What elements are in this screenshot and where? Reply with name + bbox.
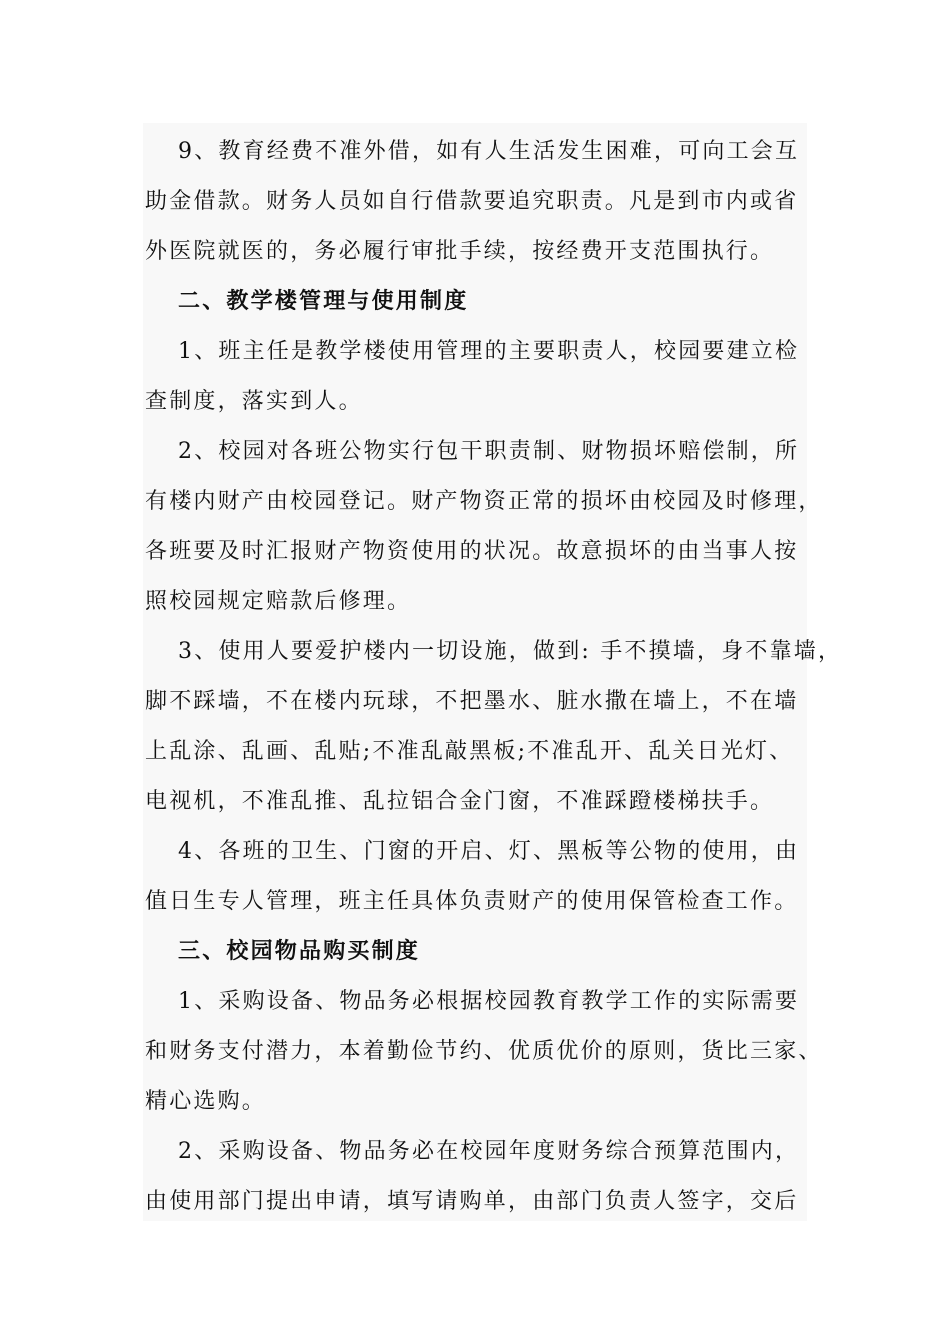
paragraph-line: 有楼内财产由校园登记。财产物资正常的损坏由校园及时修理， <box>145 489 823 514</box>
paragraph-line: 4、各班的卫生、门窗的开启、灯、黑板等公物的使用，由 <box>178 839 800 864</box>
paragraph-line: 和财务支付潜力，本着勤俭节约、优质优价的原则，货比三家、 <box>145 1039 823 1064</box>
section-heading: 三、校园物品购买制度 <box>178 939 421 964</box>
paragraph-line: 脚不踩墙，不在楼内玩球，不把墨水、脏水撒在墙上，不在墙 <box>145 689 799 714</box>
paragraph-line: 各班要及时汇报财产物资使用的状况。故意损坏的由当事人按 <box>145 539 799 564</box>
paragraph-line: 2、采购设备、物品务必在校园年度财务综合预算范围内， <box>178 1139 800 1164</box>
paragraph-line: 9、教育经费不准外借，如有人生活发生困难，可向工会互 <box>178 139 800 164</box>
paragraph-line: 外医院就医的，务必履行审批手续，按经费开支范围执行。 <box>145 239 775 264</box>
paragraph-line: 值日生专人管理，班主任具体负责财产的使用保管检查工作。 <box>145 889 799 914</box>
paragraph-line: 2、校园对各班公物实行包干职责制、财物损坏赔偿制，所 <box>178 439 800 464</box>
paragraph-line: 精心选购。 <box>145 1089 267 1114</box>
paragraph-line: 由使用部门提出申请，填写请购单，由部门负责人签字，交后 <box>145 1189 799 1214</box>
section-heading: 二、教学楼管理与使用制度 <box>178 289 469 314</box>
paragraph-line: 1、班主任是教学楼使用管理的主要职责人，校园要建立检 <box>178 339 800 364</box>
paragraph-line: 1、采购设备、物品务必根据校园教育教学工作的实际需要 <box>178 989 800 1014</box>
paragraph-line: 电视机，不准乱推、乱拉铝合金门窗，不准踩蹬楼梯扶手。 <box>145 789 775 814</box>
paragraph-line: 上乱涂、乱画、乱贴;不准乱敲黑板;不准乱开、乱关日光灯、 <box>145 739 794 764</box>
paragraph-line: 照校园规定赔款后修理。 <box>145 589 412 614</box>
paragraph-line: 查制度，落实到人。 <box>145 389 363 414</box>
paragraph-line: 3、使用人要爱护楼内一切设施，做到: 手不摸墙，身不靠墙， <box>178 639 843 664</box>
paragraph-line: 助金借款。财务人员如自行借款要追究职责。凡是到市内或省 <box>145 189 799 214</box>
